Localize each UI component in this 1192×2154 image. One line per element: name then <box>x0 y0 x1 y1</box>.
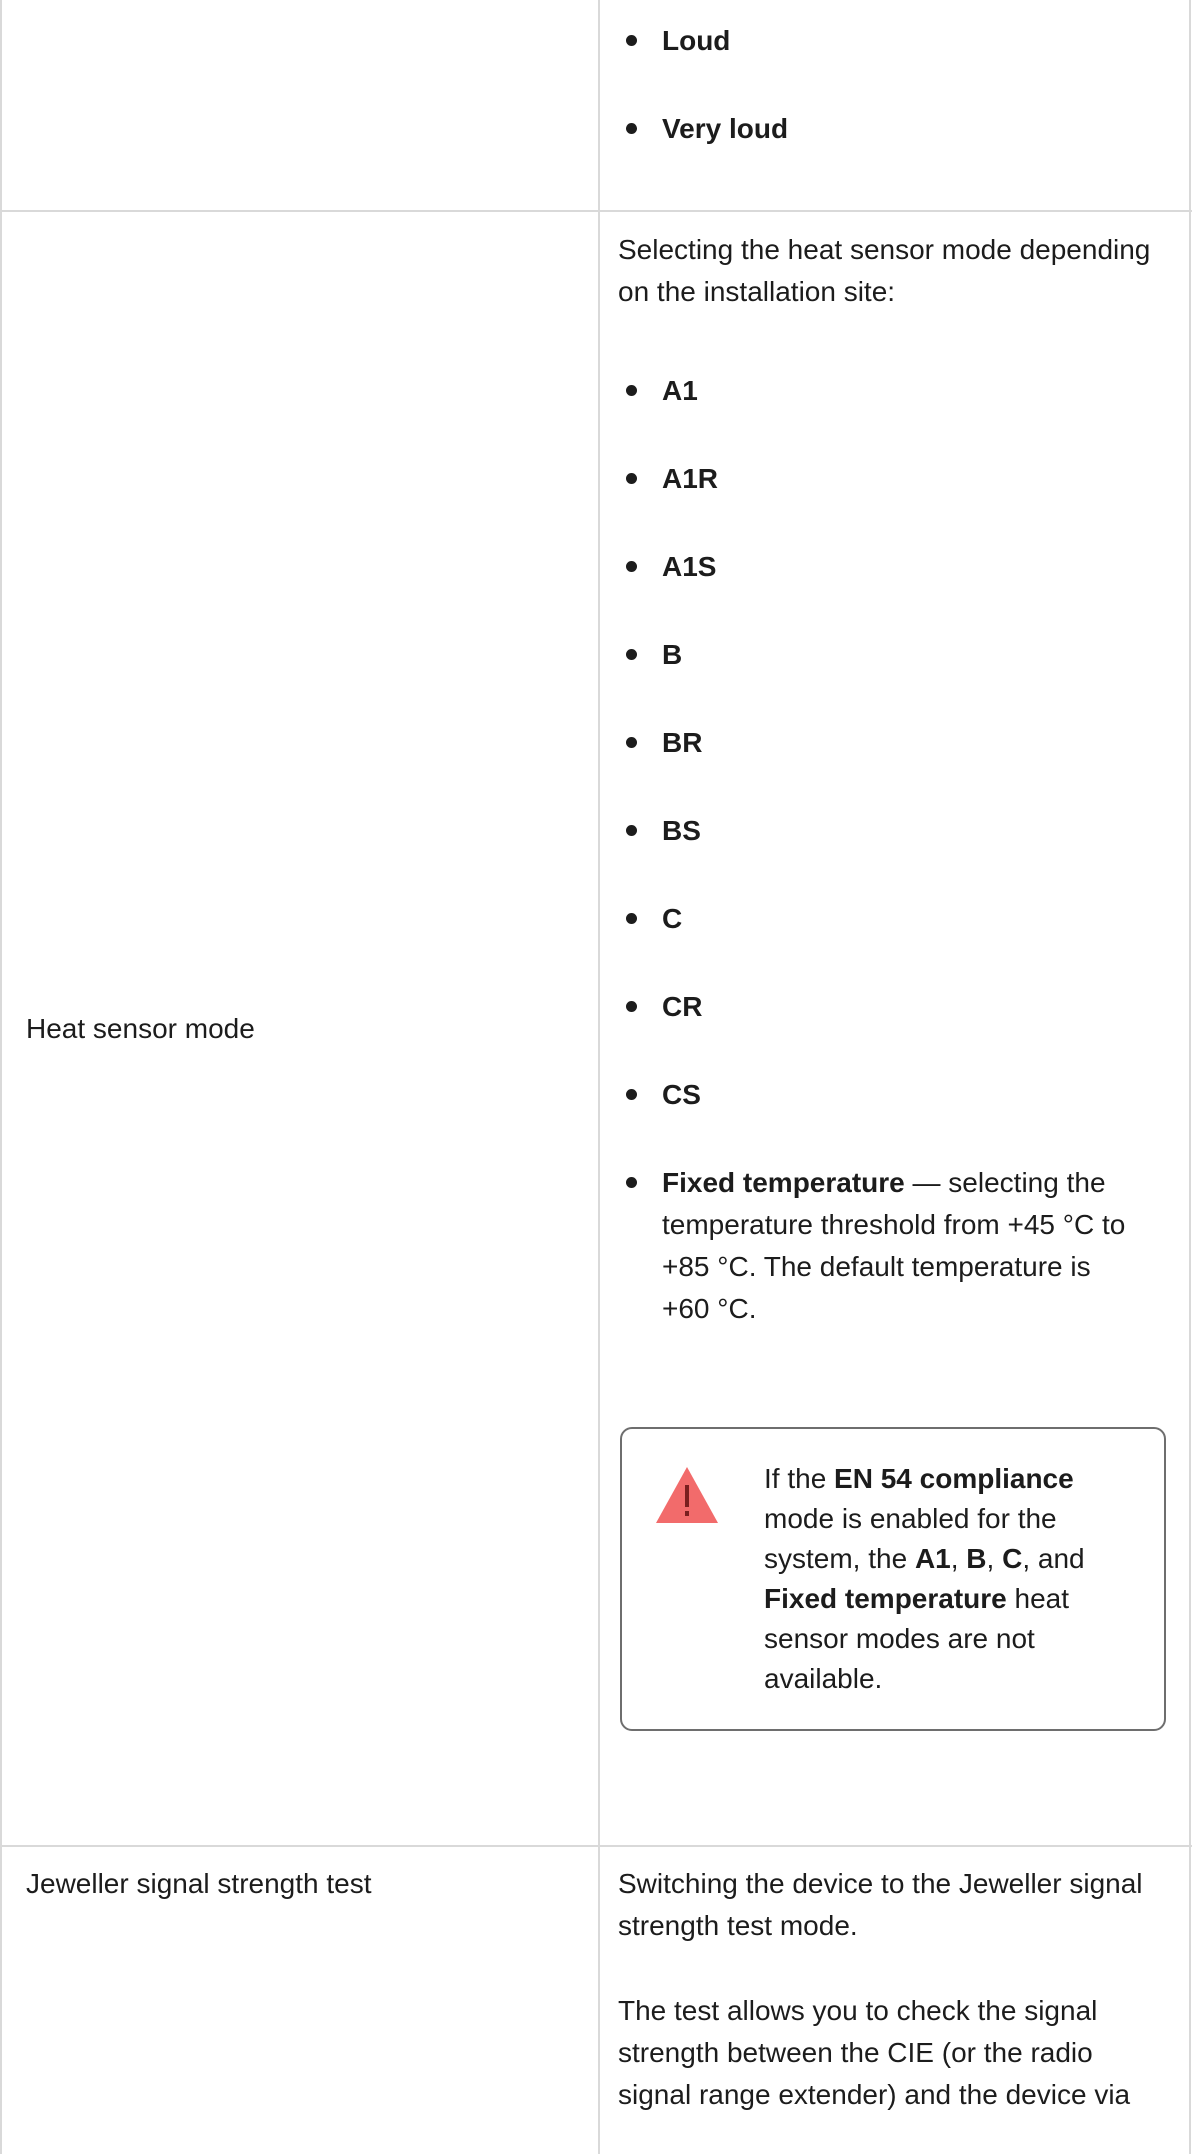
row-divider <box>0 210 1192 212</box>
heat-sensor-mode-label: Heat sensor mode <box>26 1013 255 1044</box>
list-item: A1 <box>618 370 1148 412</box>
list-item: C <box>618 898 1148 940</box>
table-border-right <box>1189 0 1191 2154</box>
list-item: BR <box>618 722 1148 764</box>
jeweller-test-description: Switching the device to the Jeweller signal strength test mode. <box>618 1868 1143 1941</box>
warning-note-text: If the EN 54 compliance mode is enabled for the system, the A1, B, C, and Fixed temperature heat sensor modes are not available. <box>764 1463 1085 1694</box>
list-item: Fixed temperature — selecting the temperature threshold from +45 °C to +85 °C. The default temperature is +60 °C. <box>618 1162 1148 1330</box>
list-item: B <box>618 634 1148 676</box>
volume-options-list <box>618 20 1148 196</box>
table-column-divider <box>598 0 600 2154</box>
list-item: Loud <box>618 20 1148 62</box>
jeweller-test-details: The test allows you to check the signal strength between the CIE (or the radio signal range extender) and the device via <box>618 1995 1131 2110</box>
list-item: Very loud <box>618 108 1148 150</box>
table-border-left <box>0 0 2 2154</box>
heat-sensor-modes-list <box>618 370 1148 1376</box>
warning-note <box>620 1427 1166 1731</box>
list-item: CR <box>618 986 1148 1028</box>
jeweller-test-label: Jeweller signal strength test <box>26 1868 372 1899</box>
list-item: A1R <box>618 458 1148 500</box>
row-divider <box>0 1845 1192 1847</box>
list-item: BS <box>618 810 1148 852</box>
warning-triangle-icon <box>654 1465 720 1525</box>
heat-sensor-intro: Selecting the heat sensor mode depending on the installation site: <box>618 234 1151 307</box>
list-item: CS <box>618 1074 1148 1116</box>
list-item: A1S <box>618 546 1148 588</box>
